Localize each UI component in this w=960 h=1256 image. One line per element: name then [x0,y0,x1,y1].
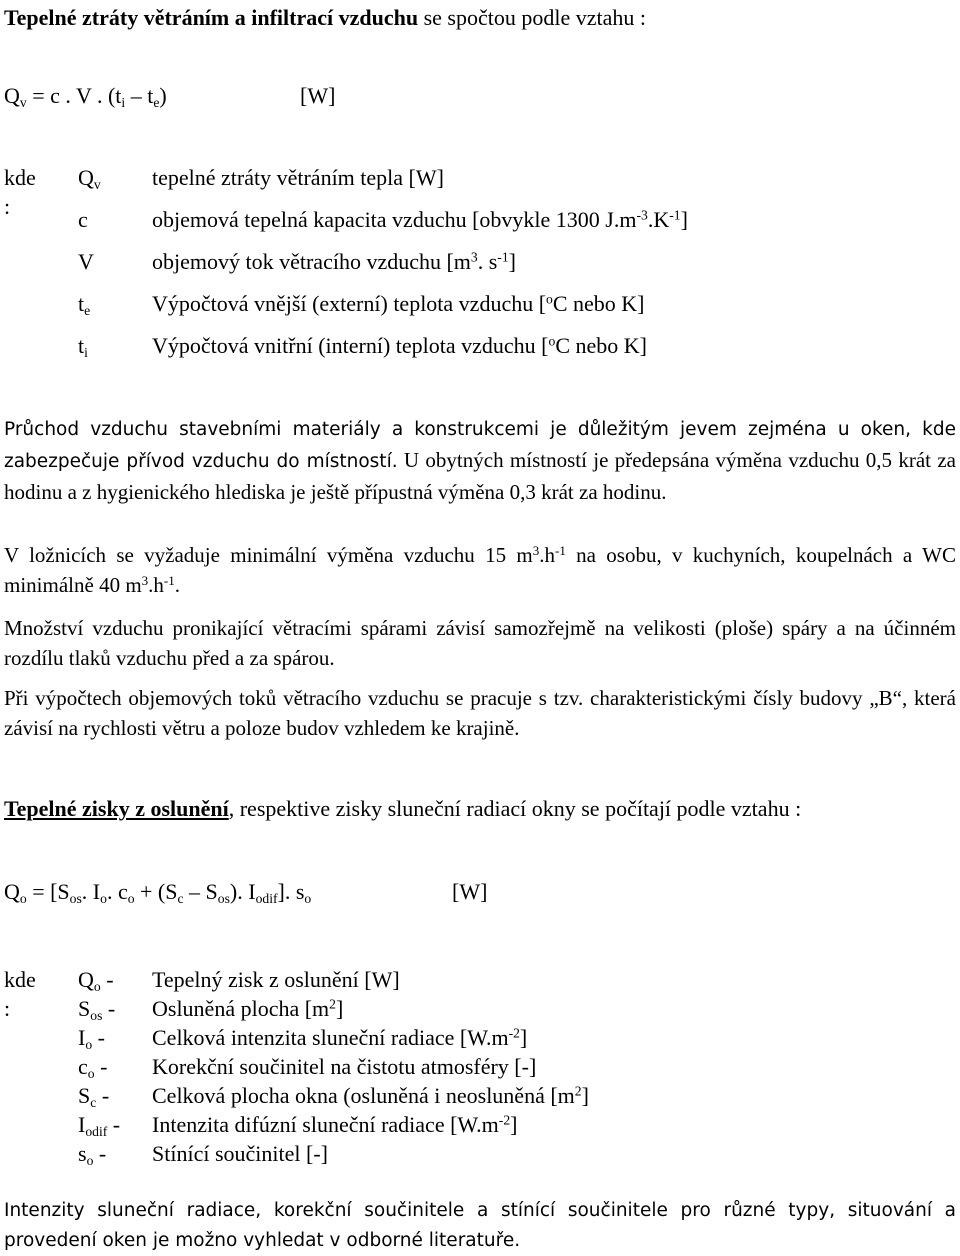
var-desc: Osluněná plocha $[m^2]$ [152,996,344,1021]
var-desc: Stínící součinitel [-] [152,1141,328,1166]
var-desc: Celková intenzita sluneční radiace $[W.m^{-2}]$ [152,1025,528,1050]
section1-heading-bold: Tepelné ztráty větráním a infiltrací vzduchu [4,5,419,30]
section2-heading [4,795,801,824]
paragraph-building-b: Při výpočtech objemových toků větracího vzduchu se pracuje s tzv. charakteristickými čísly budovy „B“, která závisí na rychlosti větru a poloze budov vzhledem ke krajině. [4,686,956,740]
var-desc: objemový tok větracího vzduchu [$m^3$. $s^{-1}$] [152,249,516,274]
var-symbol: V [78,249,94,274]
var-symbol: $S_c$ - [78,1083,110,1111]
ventilation-formula: $Q_v = c$ . V . $(t_i - t_e)$ [4,83,167,111]
var-desc: Výpočtová vnitřní (interní) teplota vzduchu [$^o$C nebo K] [152,333,647,358]
paragraph-air-flow: Průchod vzduchu stavebními materiály a konstrukcemi je důležitým jevem zejména u oken, kde zabezpečuje přívod vzduchu do místností. U obytných místností je předepsána výměna vzduchu 0,5 krát za hodinu a z hygienického hlediska je ještě přípustná výměna 0,3 krát za hodinu. [4,419,956,504]
var-symbol: $Q_o$ - [78,967,114,995]
section1-heading [4,4,646,33]
paragraph-footer: Intenzity sluneční radiace, korekční součinitele a stínící součinitele pro různé typy, situování a provedení oken je možno vyhledat v odborné literatuře. [4,1200,956,1251]
var-desc: tepelné ztráty větráním tepla [W] [152,165,444,190]
var-symbol: $t_e$ [78,291,91,319]
var-symbol: $Q_v$ [78,165,101,193]
var-desc: Celková plocha okna (osluněná i neosluněná $[m^2]$ [152,1083,589,1108]
section2-heading-rest: , respektive zisky sluneční radiací okny se počítají podle vztahu : [228,796,802,821]
var-symbol: $S_{os}$ - [78,996,116,1024]
var-symbol: $s_o$ - [78,1141,107,1169]
section1-heading-rest: se spočtou podle vztahu : [418,5,646,30]
var-desc: Tepelný zisk z oslunění [W] [152,967,400,992]
kde-label: kde : [4,967,36,1021]
paragraph-bedroom: V ložnicích se vyžaduje minimální výměna vzduchu 15 $m^3.h^{-1}$ na osobu, v kuchyních, koupelnách a WC minimálně 40 $m^3.h^{-1}$. [4,542,956,597]
var-symbol: $I_{odif}$ - [78,1112,121,1140]
paragraph-gap-air: Množství vzduchu pronikající větracími spárami závisí samozřejmě na velikosti (ploše) spáry a na účinném rozdílu tlaků vzduchu před a za spárou. [4,616,956,670]
solar-gain-formula: $Q_o = [S_{os}$. $I_o$. $c_o + (S_c - S_{os})$. $I_{odif}$]. $s_o$ [4,879,312,907]
solar-gain-formula-unit: [W] [452,879,488,904]
var-desc: Intenzita difúzní sluneční radiace $[W.m^{-2}]$ [152,1112,518,1137]
var-symbol: $t_i$ [78,333,88,361]
var-symbol: c [78,207,88,232]
var-desc: objemová tepelná kapacita vzduchu [obvykle 1300 $J.m^{-3}.K^{-1}$] [152,207,688,232]
ventilation-formula-unit: [W] [300,83,336,108]
section2-heading-bold: Tepelné zisky z oslunění [4,796,229,821]
var-symbol: $c_o$ - [78,1054,108,1082]
var-symbol: $I_o$ - [78,1025,105,1053]
kde-label: kde : [4,165,36,219]
var-desc: Korekční součinitel na čistotu atmosféry [-] [152,1054,537,1079]
var-desc: Výpočtová vnější (externí) teplota vzduchu [$^o$C nebo K] [152,291,645,316]
